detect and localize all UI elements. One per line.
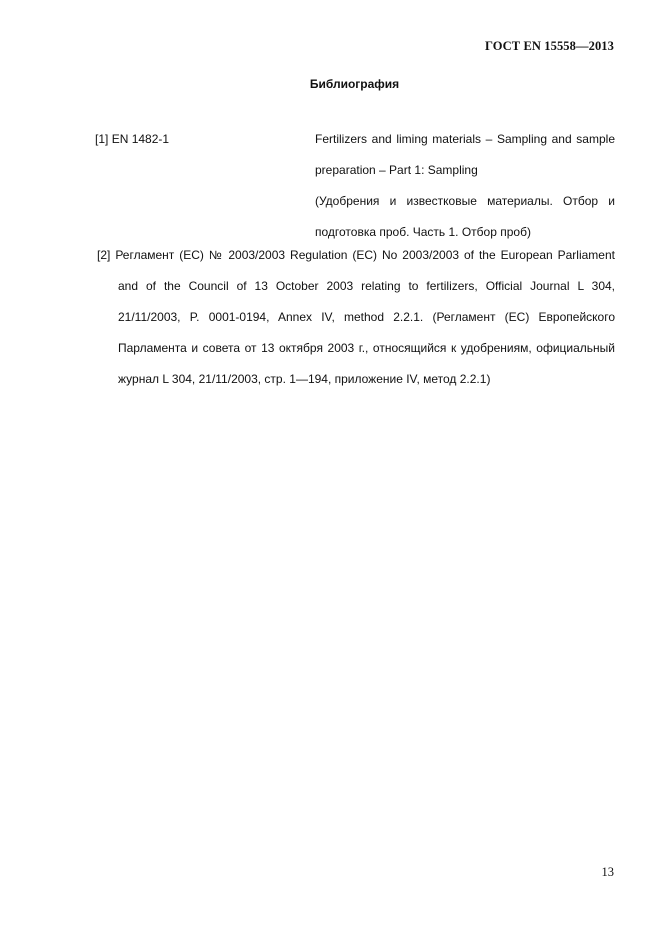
entry-1-code: EN 1482-1	[111, 132, 170, 146]
entry-1-label	[95, 124, 169, 155]
entry-2-text: Регламент (ЕС) № 2003/2003 Regulation (EC) No 2003/2003 of the European Parliament and of the Council of 13 October 2003 relating to fertilizers, Official Journal L 304, 21/11/2003, P. 0001-0194, Annex IV, method 2.2.1. (Регламент (ЕС) Европейского Парламента и совета от 13 октября 2003 г., относящийся к удобрениям, официальный журнал L 304, 21/11/2003, стр. 1—194, приложение IV, метод 2.2.1)	[115, 248, 615, 386]
entry-1-text-en: Fertilizers and liming materials – Sampling and sample preparation – Part 1: Sampling	[315, 132, 615, 177]
entry-1-text-ru: (Удобрения и известковые материалы. Отбор и подготовка проб. Часть 1. Отбор проб)	[315, 194, 615, 239]
document-header-code: ГОСТ EN 15558—2013	[484, 39, 614, 53]
entry-2-number: [2]	[97, 248, 111, 262]
bibliography-entry-1	[95, 124, 615, 248]
page-title: Библиография	[309, 77, 400, 91]
entry-1-number: [1]	[95, 132, 109, 146]
entry-1-description	[315, 124, 615, 248]
page-number: 13	[601, 865, 614, 879]
bibliography-entry-2	[97, 240, 615, 395]
